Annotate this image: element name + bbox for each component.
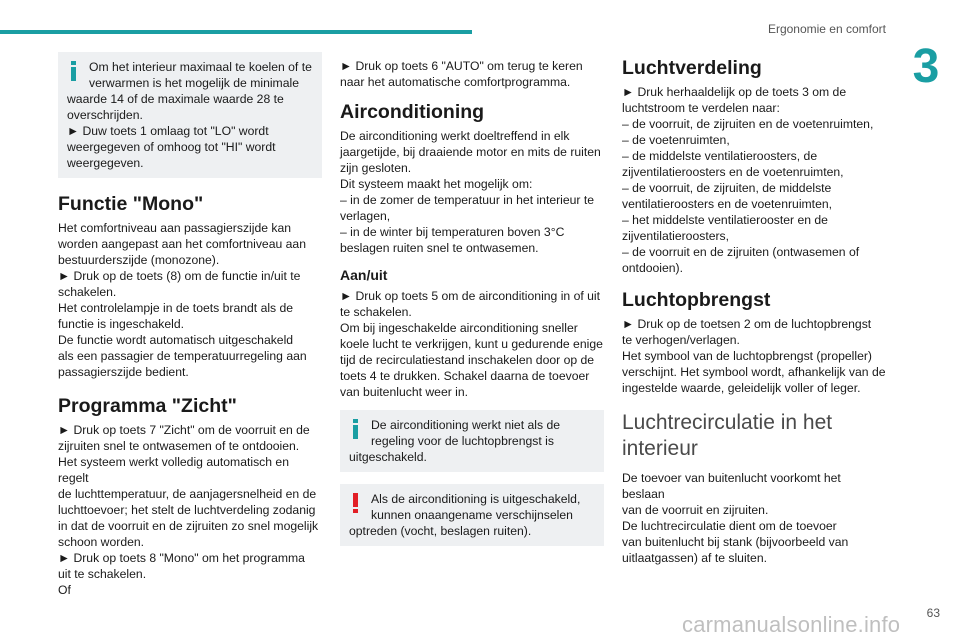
info-note-ac-lead: De airconditioning werkt niet als de regeling voor de luchtopbrengst is bbox=[371, 418, 561, 448]
auto-text: ► Druk op toets 6 "AUTO" om terug te keren naar het automatische comfortprogramma. bbox=[340, 59, 583, 89]
section-text-luchtrecirculatie: De toevoer van buitenlucht voorkomt het beslaan van de voorruit en zijruiten. De luchtrecirculatie dient om de toevoer van buitenlucht bij stank (bijvoorbeeld van uitlaatgassen) af te sluiten. bbox=[622, 471, 849, 565]
info-note-ac-text: uitgeschakeld. bbox=[349, 450, 427, 464]
warning-icon bbox=[349, 493, 363, 513]
info-note-lead: Om het interieur maximaal te koelen of te verwarmen is het mogelijk de minimale bbox=[89, 60, 312, 90]
info-note-text: waarde 14 of de maximale waarde 28 te overschrijden. ► Duw toets 1 omlaag tot "LO" wordt weergegeven of omhoog tot "HI" wordt weergegeven. bbox=[67, 92, 284, 170]
column-middle bbox=[340, 58, 604, 546]
watermark: carmanualsonline.info bbox=[682, 612, 901, 637]
subsection-title-aanuit: Aan/uit bbox=[340, 267, 388, 283]
subsection-text-aanuit: ► Druk op toets 5 om de airconditioning in of uit te schakelen. Om bij ingeschakelde airconditioning sneller koele lucht te verkrijgen, kunt u gedurende enige tijd de recirculatiestand inschakelen door op de toets 4 te drukken. Schakel daarna de toevoer van buitenlucht weer in. bbox=[340, 289, 603, 399]
section-title-luchtverdeling: Luchtverdeling bbox=[622, 57, 762, 79]
section-text-mono: Het comfortniveau aan passagierszijde kan worden aangepast aan het comfortniveau aan bestuurderszijde (monozone). ► Druk op de toets (8) om de functie in/uit te schakelen. Het controlelampje in de toets brandt als de functie is ingeschakeld. De functie wordt automatisch uitgeschakeld als een passagier de temperatuurregeling aan passagierszijde bedient. bbox=[58, 221, 307, 379]
section-title-zicht: Programma "Zicht" bbox=[58, 395, 237, 417]
header-accent-bar bbox=[0, 30, 472, 34]
section-text-airconditioning: De airconditioning werkt doeltreffend in elk jaargetijde, bij draaiende motor en mits de ruiten zijn gesloten. Dit systeem maakt het mogelijk om: – in de zomer de temperatuur in het interieur te verlagen, – in de winter bij temperaturen boven 3°C beslagen ruiten snel te ontwasemen. bbox=[340, 129, 601, 255]
section-title-luchtopbrengst: Luchtopbrengst bbox=[622, 289, 771, 311]
info-icon bbox=[67, 61, 81, 81]
section-title-airconditioning: Airconditioning bbox=[340, 101, 485, 123]
section-title-luchtrecirculatie: Luchtrecirculatie in het interieur bbox=[622, 411, 833, 460]
section-title-mono: Functie "Mono" bbox=[58, 193, 204, 215]
page-number: 63 bbox=[926, 606, 940, 620]
column-right bbox=[622, 56, 886, 566]
warning-note-lead: Als de airconditioning is uitgeschakeld, kunnen onaangename verschijnselen bbox=[371, 492, 581, 522]
warning-note-text: optreden (vocht, beslagen ruiten). bbox=[349, 524, 532, 538]
section-text-luchtopbrengst: ► Druk op de toetsen 2 om de luchtopbrengst te verhogen/verlagen. Het symbool van de luchtopbrengst (propeller) verschijnt. Het symbool wordt, afhankelijk van de ingestelde waarde, geleidelijk voller of leger. bbox=[622, 317, 886, 395]
info-note-ac bbox=[340, 410, 604, 472]
section-text-zicht: ► Druk op toets 7 "Zicht" om de voorruit en de zijruiten snel te ontwasemen of te ontdooien. Het systeem werkt volledig automatisch en regelt de luchttemperatuur, de aanjagersnelheid en de luchttoevoer; het stelt de luchtverdeling zodanig in dat de voorruit en de zijruiten zo snel mogelijk schoon worden. ► Druk op toets 8 "Mono" om het programma uit te schakelen. Of bbox=[58, 423, 319, 597]
column-left bbox=[58, 52, 322, 598]
warning-note-ac bbox=[340, 484, 604, 546]
info-note bbox=[58, 52, 322, 178]
section-text-luchtverdeling: ► Druk herhaaldelijk op de toets 3 om de luchtstroom te verdelen naar: – de voorruit, de zijruiten en de voetenruimten, – de voetenruimten, – de middelste ventilatieroosters, de zijventilatieroosters en de voetenruimten, – de voorruit, de zijruiten, de middelste ventilatieroosters en de voetenruimten, – het middelste ventilatierooster en de zijventilatieroosters, – de voorruit en de zijruiten (ontwasemen of ontdooien). bbox=[622, 85, 874, 275]
chapter-number: 3 bbox=[912, 40, 940, 93]
info-icon bbox=[349, 419, 363, 439]
chapter-title: Ergonomie en comfort bbox=[767, 22, 886, 36]
